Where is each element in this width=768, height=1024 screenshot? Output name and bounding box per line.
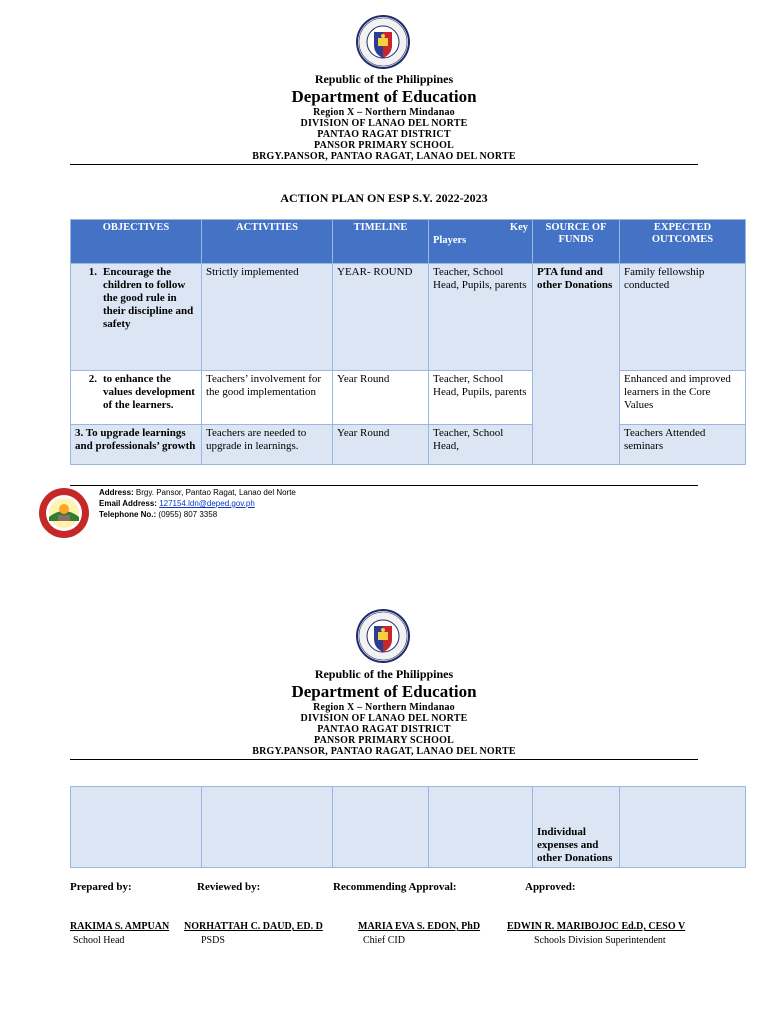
phone-label: Telephone No.:	[99, 510, 157, 519]
objective-cell	[71, 787, 202, 868]
school-logo-icon	[38, 487, 90, 539]
region-label: Region X – Northern Mindanao	[313, 702, 455, 713]
table-row	[71, 371, 746, 425]
timeline-cell: YEAR- ROUND	[333, 264, 429, 371]
approved-label: Approved:	[525, 881, 576, 893]
school-address: BRGY.PANSOR, PANTAO RAGAT, LANAO DEL NORTE	[252, 746, 516, 757]
activity-cell: Strictly implemented	[202, 264, 333, 371]
outcome-cell: Enhanced and improved learners in the Core Values	[620, 371, 746, 425]
activity-cell: Teachers’ involvement for the good implementation	[202, 371, 333, 425]
objective-number: 2.	[88, 373, 97, 385]
header-expected-line1: EXPECTED	[653, 222, 712, 233]
objective-cell: 3. To upgrade learnings and professionals’ growth	[71, 425, 202, 465]
document-title: ACTION PLAN ON ESP S.Y. 2022-2023	[280, 191, 488, 205]
timeline-cell: Year Round	[333, 371, 429, 425]
outcome-cell: Family fellowship conducted	[620, 264, 746, 371]
activity-cell	[202, 787, 333, 868]
region-label: Region X – Northern Mindanao	[313, 107, 455, 118]
table-row	[71, 787, 746, 868]
header-key: Key	[509, 222, 528, 233]
outcome-cell	[620, 787, 746, 868]
signatory-name: MARIA EVA S. EDON, PhD	[358, 921, 481, 932]
table-row	[71, 264, 746, 371]
signatory-role: PSDS	[201, 935, 225, 946]
email-link[interactable]: 127154.ldn@deped.gov.ph	[159, 499, 255, 508]
header-key-players	[429, 220, 533, 264]
table-header-row	[71, 220, 746, 264]
signatory-name: EDWIN R. MARIBOJOC Ed.D, CESO V	[507, 921, 686, 932]
deped-seal-icon	[355, 608, 411, 664]
objective-text: to enhance the values development of the learners.	[103, 373, 195, 411]
signatory-role: School Head	[73, 935, 125, 946]
phone-value: (0955) 807 3358	[158, 510, 218, 519]
players-cell: Teacher, School Head,	[429, 425, 533, 465]
school-label: PANSOR PRIMARY SCHOOL	[314, 140, 454, 151]
header-divider	[70, 164, 698, 165]
activity-cell: Teachers are needed to upgrade in learnings.	[202, 425, 333, 465]
department-title: Department of Education	[291, 87, 477, 106]
footer-contact	[99, 487, 296, 520]
players-cell	[429, 787, 533, 868]
timeline-cell	[333, 787, 429, 868]
district-label: PANTAO RAGAT DISTRICT	[317, 129, 451, 140]
objective-number: 1.	[88, 266, 97, 278]
players-cell: Teacher, School Head, Pupils, parents	[429, 264, 533, 371]
header-activities: ACTIVITIES	[202, 220, 333, 264]
table-row	[71, 425, 746, 465]
signatory-role: Schools Division Superintendent	[534, 935, 666, 946]
action-plan-table-continued	[70, 786, 746, 868]
header-source-line1: SOURCE OF	[545, 222, 607, 233]
signatory-role: Chief CID	[363, 935, 405, 946]
outcome-cell: Teachers Attended seminars	[620, 425, 746, 465]
prepared-by-label: Prepared by:	[70, 881, 132, 893]
district-label: PANTAO RAGAT DISTRICT	[317, 724, 451, 735]
division-label: DIVISION OF LANAO DEL NORTE	[300, 713, 468, 724]
signatory-name: NORHATTAH C. DAUD, ED. D	[184, 921, 323, 932]
source-of-funds-cell: Individual expenses and other Donations	[533, 787, 620, 868]
address-label: Address:	[99, 488, 134, 497]
deped-seal-icon	[355, 14, 411, 70]
email-label: Email Address:	[99, 499, 157, 508]
recommending-approval-label: Recommending Approval:	[333, 881, 457, 893]
header-expected-outcomes	[620, 220, 746, 264]
source-of-funds-cell: PTA fund and other Donations	[533, 264, 620, 465]
signatory-name: RAKIMA S. AMPUAN	[70, 921, 170, 932]
school-address: BRGY.PANSOR, PANTAO RAGAT, LANAO DEL NORTE	[252, 151, 516, 162]
action-plan-table	[70, 219, 746, 465]
header-source-of-funds	[533, 220, 620, 264]
objective-cell	[71, 371, 202, 425]
header-divider	[70, 759, 698, 760]
school-label: PANSOR PRIMARY SCHOOL	[314, 735, 454, 746]
republic-label: Republic of the Philippines	[314, 72, 454, 86]
header-source-line2: FUNDS	[558, 234, 594, 245]
objective-cell	[71, 264, 202, 371]
division-label: DIVISION OF LANAO DEL NORTE	[300, 118, 468, 129]
timeline-cell: Year Round	[333, 425, 429, 465]
department-title: Department of Education	[291, 682, 477, 701]
header-objectives: OBJECTIVES	[71, 220, 202, 264]
republic-label: Republic of the Philippines	[314, 667, 454, 681]
players-cell: Teacher, School Head, Pupils, parents	[429, 371, 533, 425]
reviewed-by-label: Reviewed by:	[197, 881, 261, 893]
objective-text: Encourage the children to follow the good rule in their discipline and safety	[103, 266, 194, 330]
footer-divider	[70, 485, 698, 486]
header-players: Players	[433, 235, 467, 246]
header-expected-line2: OUTCOMES	[651, 234, 714, 245]
header-timeline: TIMELINE	[333, 220, 429, 264]
address-value: Brgy. Pansor, Pantao Ragat, Lanao del Norte	[135, 488, 296, 497]
